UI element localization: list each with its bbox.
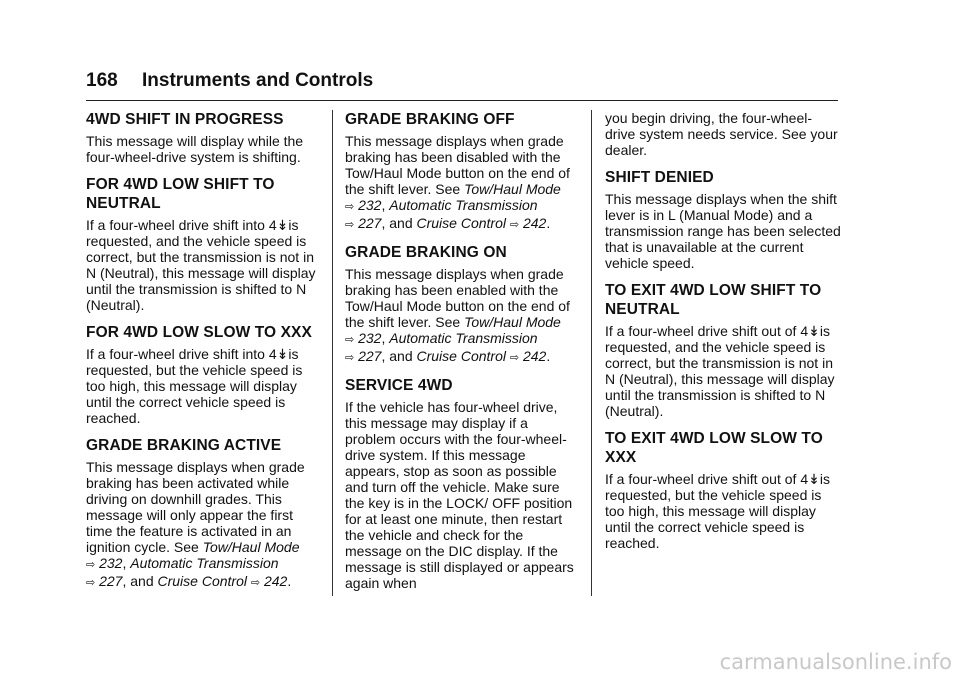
section-body-continued: you begin driving, the four-wheel-drive system needs service. See your dealer. bbox=[605, 110, 838, 158]
section-heading: GRADE BRAKING ON bbox=[345, 244, 507, 261]
page-ref[interactable]: 232 bbox=[358, 330, 382, 346]
page-ref-arrow-icon: ⇨ bbox=[345, 334, 355, 346]
page-ref[interactable]: 227 bbox=[99, 573, 123, 589]
page-ref-arrow-icon: ⇨ bbox=[509, 219, 520, 231]
page-ref-arrow-icon: ⇨ bbox=[345, 219, 355, 231]
ref-link-cruise-control[interactable]: Cruise Control bbox=[416, 215, 506, 231]
page-ref-arrow-icon: ⇨ bbox=[345, 352, 355, 364]
section-body: If the vehicle has four-wheel drive, this message may display if a problem occurs with the four-wheel-drive system. If this message appears, stop as soon as possible and turn off the vehicle. Make sure the key is in the LOCK/ OFF position for at least one minute, then restart the vehicle and check for the message on the DIC display. If the message is still displayed or appears again when bbox=[345, 399, 574, 591]
column-divider bbox=[332, 110, 333, 596]
watermark: carmanualsonline.info bbox=[719, 650, 952, 674]
page-ref-arrow-icon: ⇨ bbox=[86, 559, 96, 571]
column-2 bbox=[345, 110, 581, 601]
section-body: If a four-wheel drive shift out of 4↡is requested, but the vehicle speed is too high, this message will display until the correct vehicle speed is reached. bbox=[605, 471, 830, 551]
section-heading: 4WD SHIFT IN PROGRESS bbox=[86, 111, 284, 128]
period: . bbox=[287, 573, 292, 589]
section-heading: GRADE BRAKING ACTIVE bbox=[86, 437, 282, 454]
section-heading: SHIFT DENIED bbox=[605, 169, 714, 186]
section-body: If a four-wheel drive shift into 4↡is requested, and the vehicle speed is correct, but the transmission is not in N (Neutral), this message will display until the transmission is shifted to N (Neutral). bbox=[86, 217, 316, 313]
section-heading: TO EXIT 4WD LOW SLOW TO XXX bbox=[605, 430, 823, 466]
page-ref[interactable]: 227 bbox=[358, 348, 382, 364]
page-ref-arrow-icon: ⇨ bbox=[509, 352, 520, 364]
page-ref[interactable]: 232 bbox=[99, 555, 123, 571]
section-body-with-refs bbox=[345, 266, 581, 366]
section-body-with-refs bbox=[345, 133, 581, 233]
page-ref[interactable]: 242 bbox=[263, 573, 288, 589]
body-text: This message displays when grade braking has been enabled with the Tow/Haul Mode button on the end of the shift lever. See bbox=[345, 266, 570, 330]
ref-link-automatic-transmission[interactable]: Automatic Transmission bbox=[130, 555, 279, 571]
separator: , bbox=[381, 330, 390, 346]
ref-link-automatic-transmission[interactable]: Automatic Transmission bbox=[389, 197, 538, 213]
column-1 bbox=[86, 110, 322, 601]
separator: , bbox=[122, 555, 131, 571]
page-header bbox=[86, 70, 838, 101]
page-number: 168 bbox=[86, 70, 118, 91]
section-body: This message displays when the shift lever is in L (Manual Mode) and a transmission range has been selected that is unavailable at the current vehicle speed. bbox=[605, 191, 841, 271]
page-ref[interactable]: 242 bbox=[522, 348, 547, 364]
section-body: If a four-wheel drive shift into 4↡is requested, but the vehicle speed is too high, this message will display until the correct vehicle speed is reached. bbox=[86, 346, 303, 426]
section-body: This message will display while the four-wheel-drive system is shifting. bbox=[86, 133, 304, 165]
section-body: If a four-wheel drive shift out of 4↡is requested, and the vehicle speed is correct, but the transmission is not in N (Neutral), this message will display until the transmission is shifted to N (Neutral). bbox=[605, 323, 835, 419]
section-body-with-refs bbox=[86, 459, 322, 591]
ref-link-tow-haul[interactable]: Tow/Haul Mode bbox=[464, 314, 561, 330]
page-ref-arrow-icon: ⇨ bbox=[86, 577, 96, 589]
ref-link-automatic-transmission[interactable]: Automatic Transmission bbox=[389, 330, 538, 346]
ref-link-cruise-control[interactable]: Cruise Control bbox=[416, 348, 506, 364]
page-ref[interactable]: 242 bbox=[522, 215, 547, 231]
body-text: This message displays when grade braking has been activated while driving on downhill grades. This message will only appear the first time the feature is activated in an ignition cycle. See bbox=[86, 459, 305, 555]
ref-link-cruise-control[interactable]: Cruise Control bbox=[157, 573, 247, 589]
column-3 bbox=[605, 110, 841, 561]
separator: , and bbox=[381, 348, 417, 364]
period: . bbox=[546, 215, 551, 231]
section-heading: SERVICE 4WD bbox=[345, 377, 453, 394]
page-ref[interactable]: 227 bbox=[358, 215, 382, 231]
ref-link-tow-haul[interactable]: Tow/Haul Mode bbox=[202, 539, 300, 555]
section-heading: FOR 4WD LOW SHIFT TO NEUTRAL bbox=[86, 176, 275, 212]
separator: , bbox=[381, 197, 390, 213]
column-divider bbox=[591, 110, 592, 596]
section-heading: GRADE BRAKING OFF bbox=[345, 111, 515, 128]
page-ref-arrow-icon: ⇨ bbox=[345, 201, 355, 213]
page-title: Instruments and Controls bbox=[142, 70, 374, 91]
separator: , and bbox=[122, 573, 158, 589]
section-heading: FOR 4WD LOW SLOW TO XXX bbox=[86, 324, 312, 341]
body-text: This message displays when grade braking has been disabled with the Tow/Haul Mode button on the end of the shift lever. See bbox=[345, 133, 570, 197]
page-ref[interactable]: 232 bbox=[358, 197, 382, 213]
separator: , and bbox=[381, 215, 417, 231]
period: . bbox=[546, 348, 551, 364]
page-ref-arrow-icon: ⇨ bbox=[250, 577, 261, 589]
section-heading: TO EXIT 4WD LOW SHIFT TO NEUTRAL bbox=[605, 282, 822, 318]
ref-link-tow-haul[interactable]: Tow/Haul Mode bbox=[464, 181, 561, 197]
